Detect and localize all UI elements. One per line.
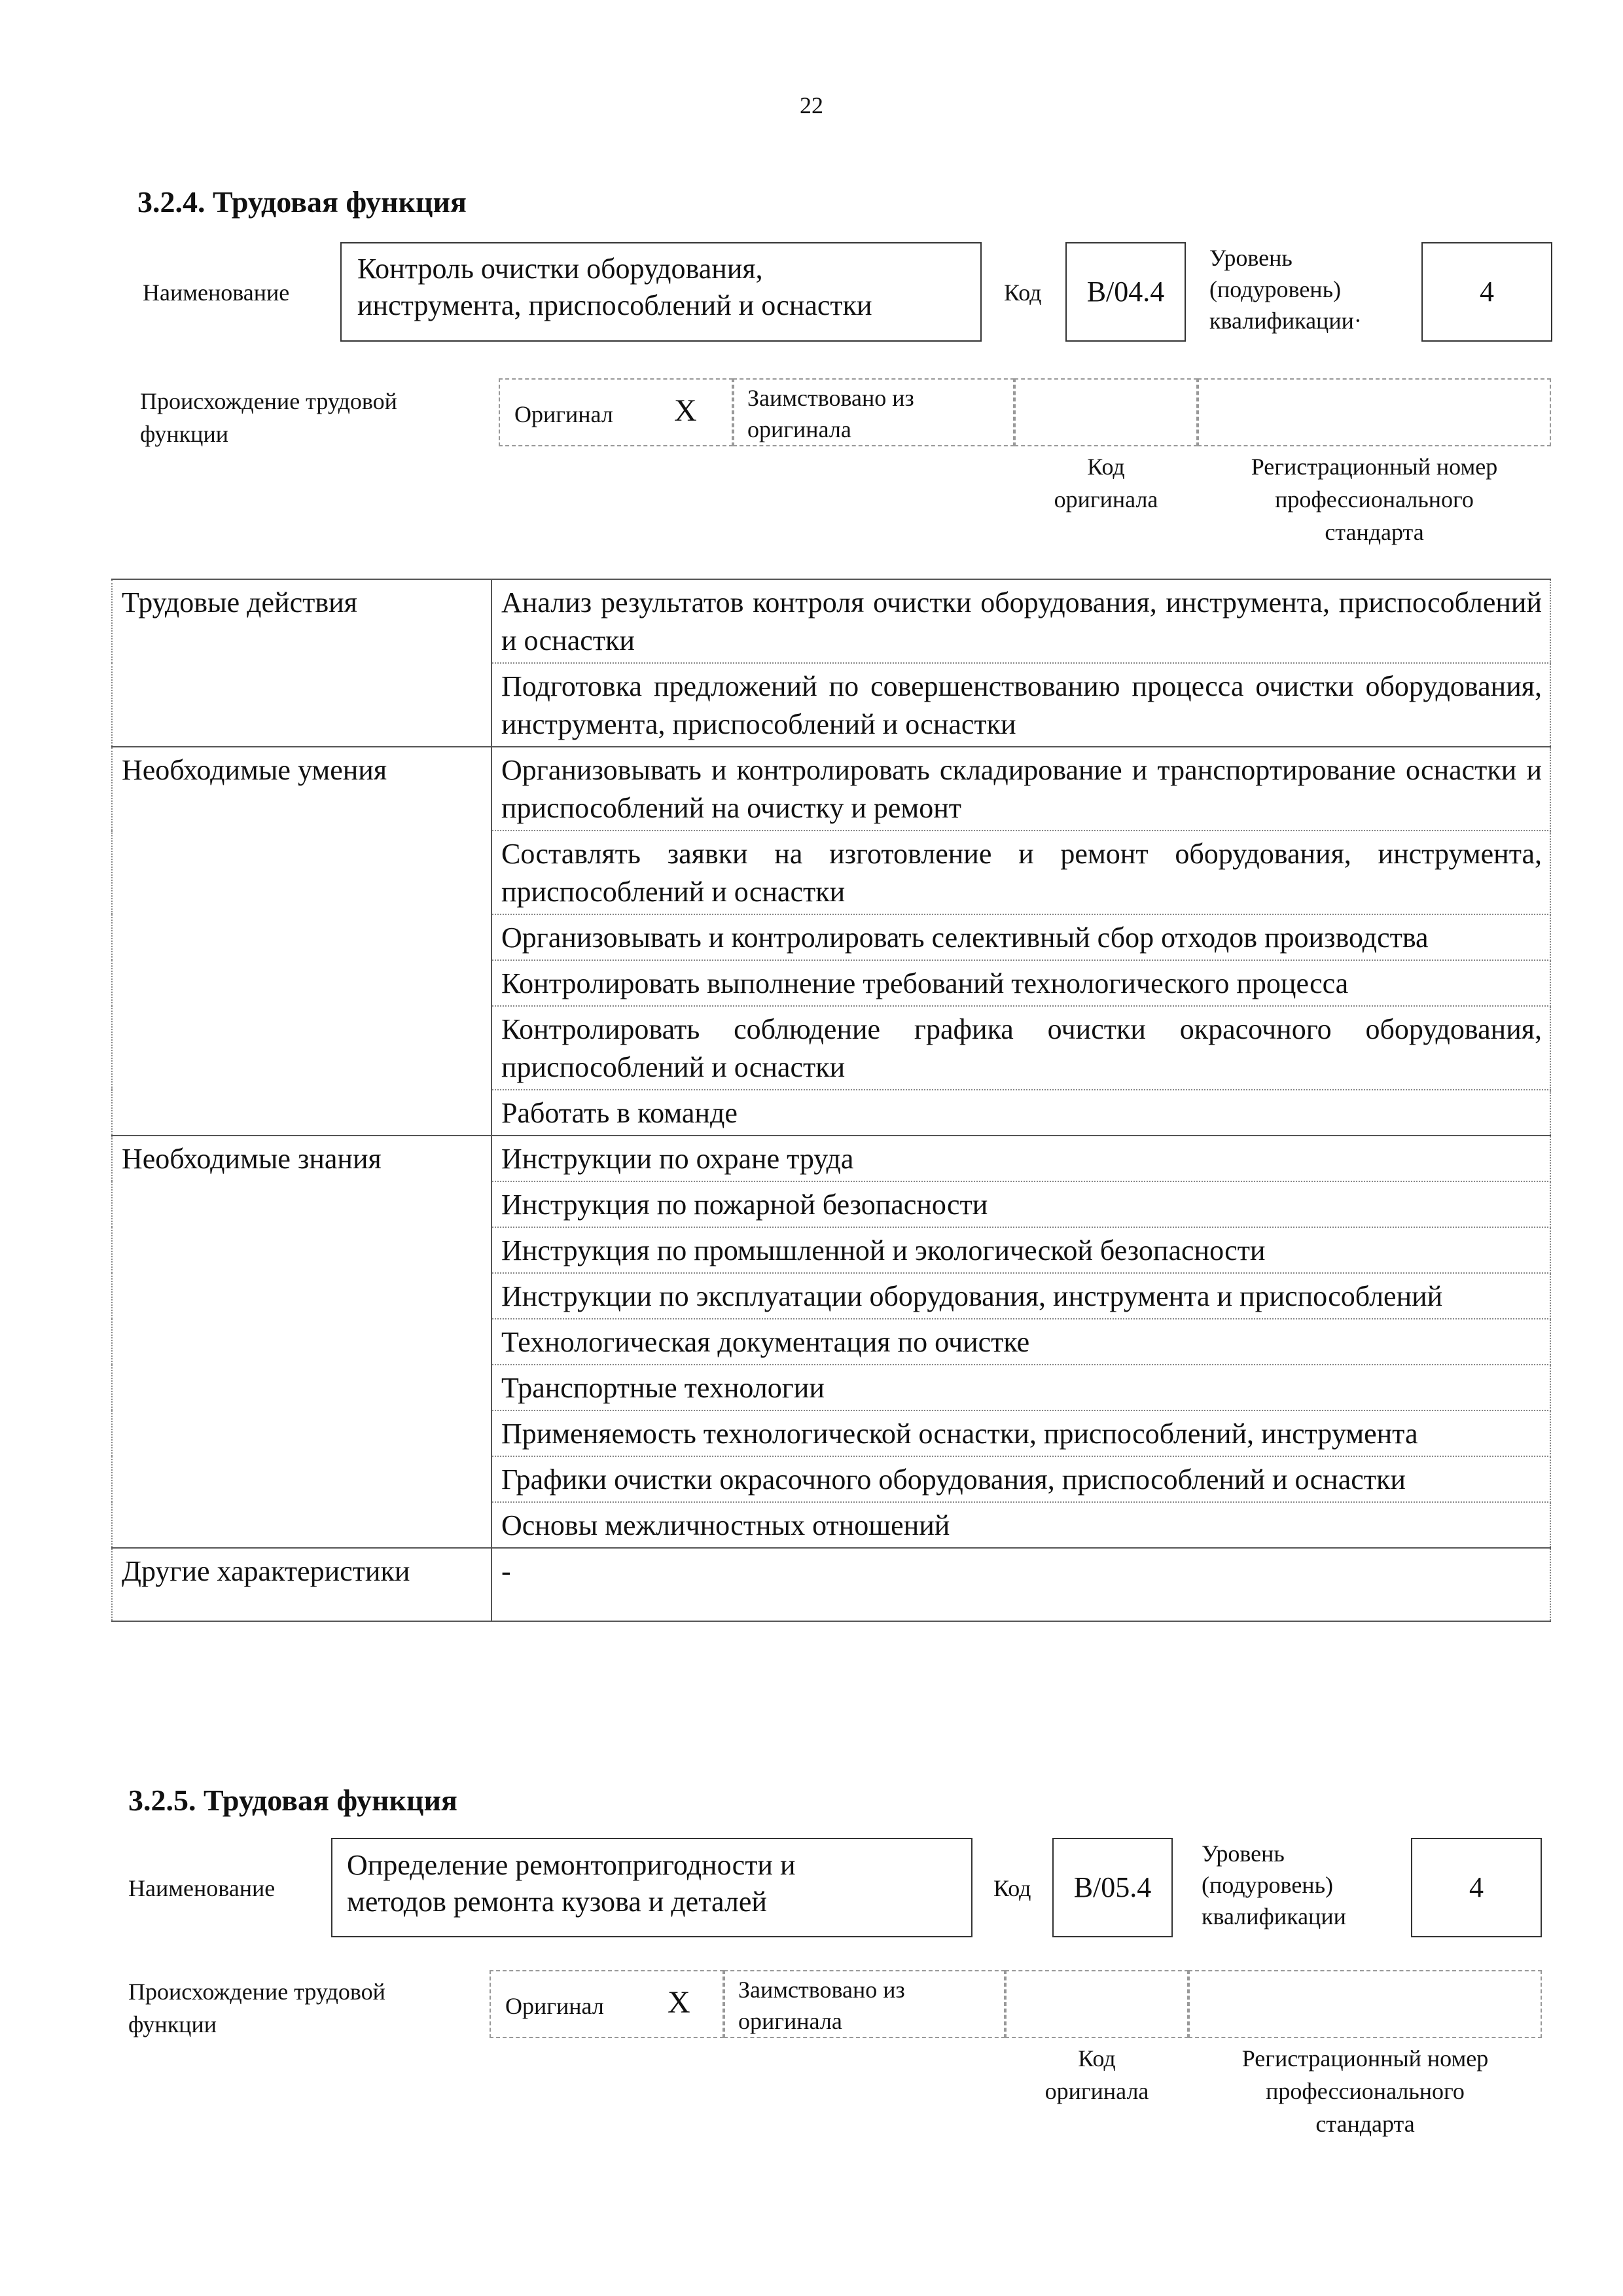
table-cell: Транспортные технологии <box>491 1365 1550 1410</box>
table-cell: Инструкции по эксплуатации оборудования, инструмента и приспособлений <box>491 1273 1550 1319</box>
original-mark: X <box>668 1985 690 2020</box>
borrowed-line: Заимствовано из <box>738 1977 905 2003</box>
origin-label <box>128 1975 385 2041</box>
level-line: Уровень <box>1209 245 1293 271</box>
level-value: 4 <box>1469 1871 1484 1903</box>
level-line: квалификации· <box>1209 308 1362 334</box>
reg-caption-line: Регистрационный номер <box>1251 454 1498 480</box>
borrowed-label <box>738 1974 905 2037</box>
table-cell: Технологическая документация по очистке <box>491 1319 1550 1365</box>
code-label: Код <box>1004 279 1042 306</box>
borrowed-line: оригинала <box>738 2008 842 2034</box>
labor-function-table <box>111 579 1551 1622</box>
level-value: 4 <box>1480 276 1494 308</box>
borrowed-label <box>747 382 914 445</box>
table-cell: Организовывать и контролировать селективный сбор отходов производства <box>491 914 1550 960</box>
section-title: 3.2.5. Трудовая функция <box>128 1784 457 1817</box>
code-caption-line: Код <box>1087 454 1125 480</box>
original-code-box <box>1005 1970 1188 2038</box>
group-heading: Трудовые действия <box>112 579 491 747</box>
group-heading: Другие характеристики <box>112 1548 491 1621</box>
original-code-box <box>1014 378 1198 446</box>
code-caption-line: Код <box>1078 2045 1116 2072</box>
group-heading: Необходимые знания <box>112 1136 491 1548</box>
reg-caption-line: профессионального <box>1275 486 1474 512</box>
table-cell: Работать в команде <box>491 1090 1550 1136</box>
reg-caption-line: стандарта <box>1315 2111 1415 2137</box>
table-cell: Подготовка предложений по совершенствованию процесса очистки оборудования, инструмента, приспособлений и оснастки <box>491 663 1550 747</box>
name-line: Определение ремонтопригодности и <box>347 1849 796 1881</box>
origin-label <box>140 385 397 450</box>
table-cell: Инструкции по охране труда <box>491 1136 1550 1181</box>
reg-caption <box>1188 2042 1542 2140</box>
page-number: 22 <box>800 92 823 118</box>
table-row <box>112 747 1550 831</box>
borrowed-line: Заимствовано из <box>747 385 914 411</box>
reg-caption-line: стандарта <box>1325 519 1424 545</box>
table-cell: Составлять заявки на изготовление и ремонт оборудования, инструмента, приспособлений и оснастки <box>491 831 1550 914</box>
table-cell: Инструкция по пожарной безопасности <box>491 1181 1550 1227</box>
name-line: методов ремонта кузова и деталей <box>347 1886 767 1918</box>
level-line: (подуровень) <box>1202 1872 1333 1898</box>
code-label: Код <box>993 1875 1031 1901</box>
reg-caption <box>1198 450 1551 548</box>
section-title: 3.2.4. Трудовая функция <box>137 185 467 219</box>
level-line: Уровень <box>1202 1840 1285 1867</box>
table-cell: - <box>491 1548 1550 1621</box>
reg-number-box <box>1188 1970 1542 2038</box>
table-cell: Контролировать соблюдение графика очистки окрасочного оборудования, приспособлений и оснастки <box>491 1006 1550 1090</box>
table-cell: Контролировать выполнение требований технологического процесса <box>491 960 1550 1006</box>
name-value <box>347 1847 962 1920</box>
reg-caption-line: Регистрационный номер <box>1241 2045 1489 2072</box>
original-mark: X <box>674 393 697 428</box>
table-cell: Организовывать и контролировать складирование и транспортирование оснастки и приспособлений на очистку и ремонт <box>491 747 1550 831</box>
name-line: инструмента, приспособлений и оснастки <box>357 289 872 321</box>
level-line: (подуровень) <box>1209 276 1341 302</box>
group-heading: Необходимые умения <box>112 747 491 1136</box>
code-caption <box>1014 450 1198 516</box>
reg-number-box <box>1198 378 1551 446</box>
name-line: Контроль очистки оборудования, <box>357 253 763 285</box>
origin-line: функции <box>128 2011 217 2037</box>
level-line: квалификации <box>1202 1903 1346 1929</box>
borrowed-line: оригинала <box>747 416 851 442</box>
code-caption-line: оригинала <box>1044 2078 1149 2104</box>
origin-line: Происхождение трудовой <box>128 1979 385 2005</box>
original-label: Оригинал <box>514 401 613 427</box>
origin-line: функции <box>140 421 228 447</box>
code-caption-line: оригинала <box>1054 486 1158 512</box>
table-row <box>112 579 1550 663</box>
original-label: Оригинал <box>505 1993 604 2019</box>
table-row <box>112 1136 1550 1181</box>
code-caption <box>1005 2042 1188 2108</box>
reg-caption-line: профессионального <box>1266 2078 1465 2104</box>
name-label: Наименование <box>143 279 290 306</box>
name-value <box>357 251 972 324</box>
table-cell: Анализ результатов контроля очистки оборудования, инструмента, приспособлений и оснастки <box>491 579 1550 663</box>
table-cell: Инструкция по промышленной и экологической безопасности <box>491 1227 1550 1273</box>
level-label <box>1209 242 1362 336</box>
name-label: Наименование <box>128 1875 276 1901</box>
level-label <box>1202 1838 1346 1932</box>
table-cell: Графики очистки окрасочного оборудования, приспособлений и оснастки <box>491 1456 1550 1502</box>
table-cell: Основы межличностных отношений <box>491 1502 1550 1548</box>
table-cell: Применяемость технологической оснастки, приспособлений, инструмента <box>491 1410 1550 1456</box>
table-row <box>112 1548 1550 1621</box>
code-value: B/04.4 <box>1086 276 1165 308</box>
origin-line: Происхождение трудовой <box>140 388 397 414</box>
code-value: B/05.4 <box>1073 1871 1152 1903</box>
